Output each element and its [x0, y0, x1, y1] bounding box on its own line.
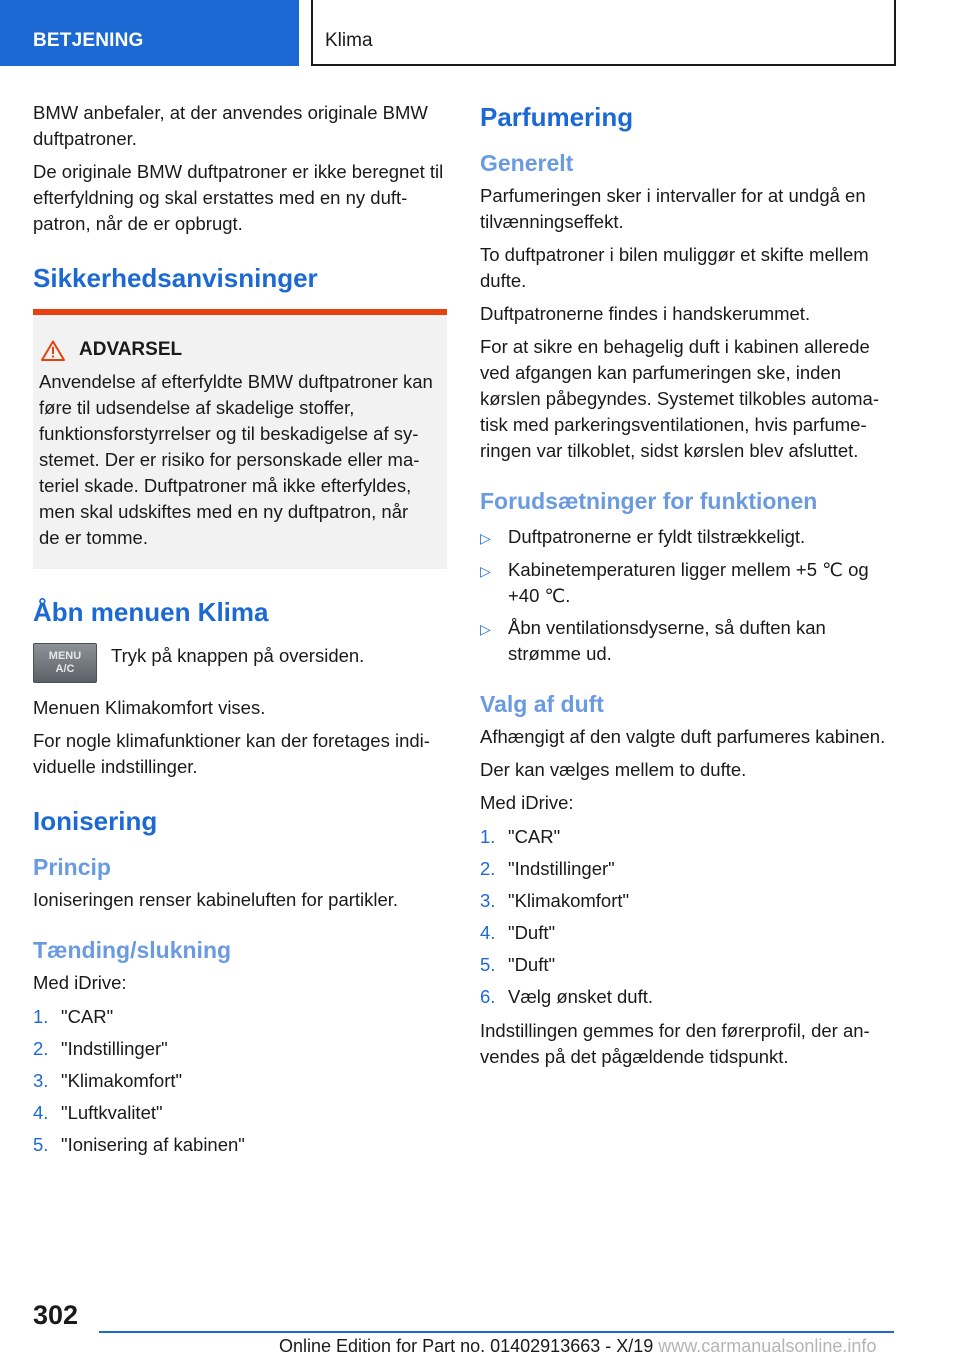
- general-paragraph-3: Duftpatronerne findes i handskerummet.: [480, 303, 811, 324]
- list-item: [480, 888, 894, 914]
- menu-button-line-1: MENU: [48, 650, 82, 662]
- requirements-list: [480, 524, 894, 667]
- list-item: [33, 1036, 447, 1062]
- list-item: [480, 920, 894, 946]
- list-item: [33, 1068, 447, 1094]
- footer-watermark[interactable]: www.carmanualsonline.info: [658, 1336, 877, 1356]
- list-item: [480, 984, 894, 1010]
- menu-button-line-2: A/C: [55, 663, 75, 675]
- warning-triangle-icon: [41, 340, 65, 361]
- scent-paragraph-1: Afhængigt af den valgte duft parfumeres kabinen.: [480, 726, 886, 747]
- on-off-intro: Med iDrive:: [33, 972, 127, 993]
- scent-paragraph-2: Der kan vælges mellem to dufte.: [480, 759, 747, 780]
- step-text: "Ionisering af kabinen": [61, 1134, 245, 1155]
- step-number: 3.: [33, 1070, 49, 1091]
- condition-text: Kabinetemperaturen ligger mellem +5 ℃ og +40 ℃.: [508, 559, 869, 606]
- perfume-heading: Parfumering: [480, 102, 634, 132]
- warning-title: [39, 337, 433, 363]
- ionisation-heading: Ionisering: [33, 806, 158, 836]
- list-item: [33, 1132, 447, 1158]
- step-text: "Duft": [508, 922, 556, 943]
- scent-choice-heading: Valg af duft: [480, 691, 604, 717]
- general-paragraph-2: To duftpatroner i bilen muliggør et skifte mellem dufte.: [480, 244, 869, 291]
- step-number: 2.: [33, 1038, 49, 1059]
- principle-text: Ioniseringen renser kabineluften for partikler.: [33, 889, 399, 910]
- on-off-heading: Tænding/slukning: [33, 937, 232, 963]
- list-item: [33, 1100, 447, 1126]
- list-item: [480, 557, 894, 609]
- step-text: Vælg ønsket duft.: [508, 986, 653, 1007]
- scent-intro: Med iDrive:: [480, 792, 574, 813]
- list-item: [480, 524, 894, 551]
- step-text: "Luftkvalitet": [61, 1102, 163, 1123]
- step-number: 2.: [480, 858, 496, 879]
- warning-text: Anvendelse af efterfyldte BMW duftpatroner kan føre til udsendelse af skadelige stoffer, funktionsforstyrrelser og til beskadigelse af systemet. Der er risiko for personskade eller materiel skade. Duftpatroner må ikke efterfyldes, men skal udskiftes med en ny duftpatron, når de er tomme.: [39, 371, 433, 548]
- intro-paragraph-1: BMW anbefaler, at der anvendes originale BMW duftpatroner.: [33, 102, 428, 149]
- list-item: [480, 615, 894, 667]
- open-menu-instruction: Tryk på knappen på oversiden.: [111, 645, 365, 666]
- open-menu-paragraph-2: For nogle klimafunktioner kan der foretages individuelle indstillinger.: [33, 730, 430, 777]
- footer-divider: [99, 1331, 894, 1333]
- open-menu-paragraph-1: Menuen Klimakomfort vises.: [33, 697, 266, 718]
- footer-edition: Online Edition for Part no. 01402913663 - X/19: [279, 1336, 654, 1356]
- general-paragraph-4: For at sikre en behagelig duft i kabinen allerede ved afgangen kan parfumeringen ske, inden kørslen påbegyndes. Systemet tilkobles automatisk med parkeringsventilationen, hvis parfumeringen var tilkoblet, sidst kørslen blev afsluttet.: [480, 336, 879, 461]
- triangle-right-icon: ▷: [480, 621, 491, 637]
- condition-text: Duftpatronerne er fyldt tilstrækkeligt.: [508, 526, 806, 547]
- menu-button-row: [33, 643, 447, 683]
- list-item: [480, 824, 894, 850]
- step-number: 4.: [480, 922, 496, 943]
- step-number: 1.: [33, 1006, 49, 1027]
- step-number: 5.: [480, 954, 496, 975]
- list-item: [33, 1004, 447, 1030]
- menu-ac-button-icon: [33, 643, 97, 683]
- step-text: "CAR": [508, 826, 561, 847]
- footer-edition-line: [279, 1336, 876, 1357]
- step-text: "Duft": [508, 954, 556, 975]
- general-paragraph-1: Parfumeringen sker i intervaller for at undgå en tilvænningseffekt.: [480, 185, 866, 232]
- header-chapter-tab: Klima: [311, 0, 896, 66]
- right-column: [480, 100, 894, 1077]
- open-menu-heading: Åbn menuen Klima: [33, 597, 269, 627]
- step-number: 4.: [33, 1102, 49, 1123]
- step-number: 6.: [480, 986, 496, 1007]
- list-item: [480, 856, 894, 882]
- step-number: 5.: [33, 1134, 49, 1155]
- warning-box: [33, 309, 447, 569]
- step-text: "Klimakomfort": [508, 890, 630, 911]
- scent-steps-list: [480, 824, 894, 1010]
- condition-text: Åbn ventilationsdyserne, så duften kan strømme ud.: [508, 617, 826, 664]
- general-heading: Generelt: [480, 150, 574, 176]
- ionisation-steps-list: [33, 1004, 447, 1158]
- requirements-heading: Forudsætninger for funktionen: [480, 488, 818, 514]
- closing-paragraph: Indstillingen gemmes for den førerprofil, der anvendes på det pågældende tidspunkt.: [480, 1020, 870, 1067]
- triangle-right-icon: ▷: [480, 530, 491, 546]
- principle-heading: Princip: [33, 854, 111, 880]
- step-text: "Indstillinger": [61, 1038, 168, 1059]
- triangle-right-icon: ▷: [480, 563, 491, 579]
- step-text: "CAR": [61, 1006, 114, 1027]
- page-number: 302: [33, 1300, 79, 1330]
- step-text: "Klimakomfort": [61, 1070, 183, 1091]
- warning-label: ADVARSEL: [79, 339, 183, 360]
- step-text: "Indstillinger": [508, 858, 615, 879]
- step-number: 1.: [480, 826, 496, 847]
- left-column: [33, 100, 447, 1166]
- intro-paragraph-2: De originale BMW duftpatroner er ikke beregnet til efterfyldning og skal erstattes med en ny duftpatron, når de er opbrugt.: [33, 161, 444, 234]
- header-section-tab: BETJENING: [0, 0, 299, 66]
- step-number: 3.: [480, 890, 496, 911]
- safety-heading: Sikkerhedsanvisninger: [33, 263, 318, 293]
- list-item: [480, 952, 894, 978]
